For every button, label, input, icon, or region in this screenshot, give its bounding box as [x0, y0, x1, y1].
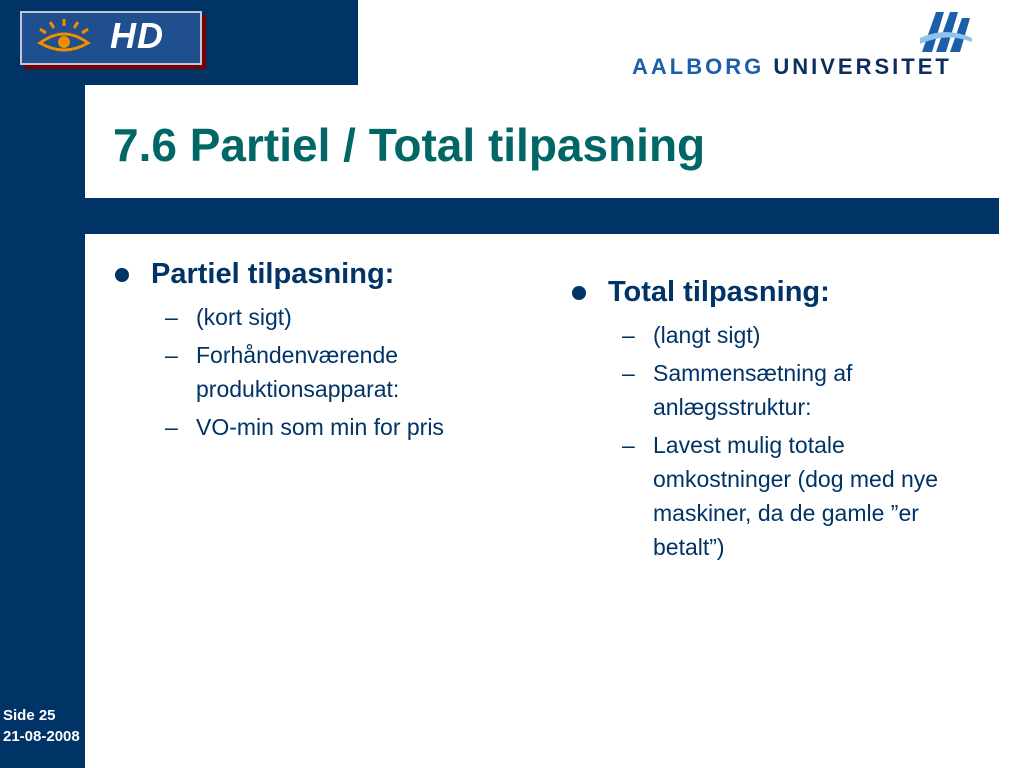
sub-bullet-text: Forhåndenværende produktionsapparat:: [196, 342, 400, 402]
bullet-dot-icon: [572, 286, 586, 300]
sub-bullet-item: [570, 356, 970, 424]
slide-date: 21-08-2008: [3, 728, 80, 745]
hd-logo-text: HD: [110, 15, 164, 56]
bullet-heading-text: Partiel tilpasning:: [151, 258, 395, 290]
university-name: [632, 54, 952, 80]
right-bullet-column: [570, 274, 970, 568]
dash-icon: –: [165, 304, 178, 330]
bullet-heading-text: Total tilpasning:: [608, 276, 830, 308]
hd-logo: [20, 11, 202, 65]
sub-bullet-text: VO-min som min for pris: [196, 414, 444, 440]
dash-icon: –: [165, 342, 178, 368]
left-bullet-column: [113, 256, 513, 448]
page-number: Side 25: [3, 707, 56, 724]
wave-mark-icon: [918, 8, 974, 54]
bullet-dot-icon: [115, 268, 129, 282]
aalborg-university-logo: [632, 8, 1017, 78]
sub-bullet-text: Sammensætning af anlægsstruktur:: [653, 360, 853, 420]
dash-icon: –: [622, 432, 635, 458]
bullet-heading: [113, 256, 513, 292]
title-underline-bar: [85, 198, 999, 234]
sub-bullet-item: [570, 318, 970, 352]
left-sidebar-band: [0, 0, 85, 768]
dash-icon: –: [622, 322, 635, 348]
university-name-part1: AALBORG: [632, 54, 765, 79]
sub-bullet-text: (langt sigt): [653, 322, 761, 348]
sub-bullet-text: (kort sigt): [196, 304, 292, 330]
sub-bullet-item: [570, 428, 970, 564]
slide-footer: [3, 705, 80, 747]
dash-icon: –: [165, 414, 178, 440]
sub-bullet-item: [113, 338, 513, 406]
sub-bullet-list: [570, 318, 970, 564]
sub-bullet-item: [113, 410, 513, 444]
dash-icon: –: [622, 360, 635, 386]
bullet-heading: [570, 274, 970, 310]
eye-icon: [34, 17, 94, 59]
sub-bullet-item: [113, 300, 513, 334]
sub-bullet-text: Lavest mulig totale omkostninger (dog med nye maskiner, da de gamle ”er betalt”): [653, 432, 939, 560]
university-name-part2: UNIVERSITET: [773, 54, 952, 79]
slide-title: 7.6 Partiel / Total tilpasning: [113, 119, 706, 171]
sub-bullet-list: [113, 300, 513, 444]
